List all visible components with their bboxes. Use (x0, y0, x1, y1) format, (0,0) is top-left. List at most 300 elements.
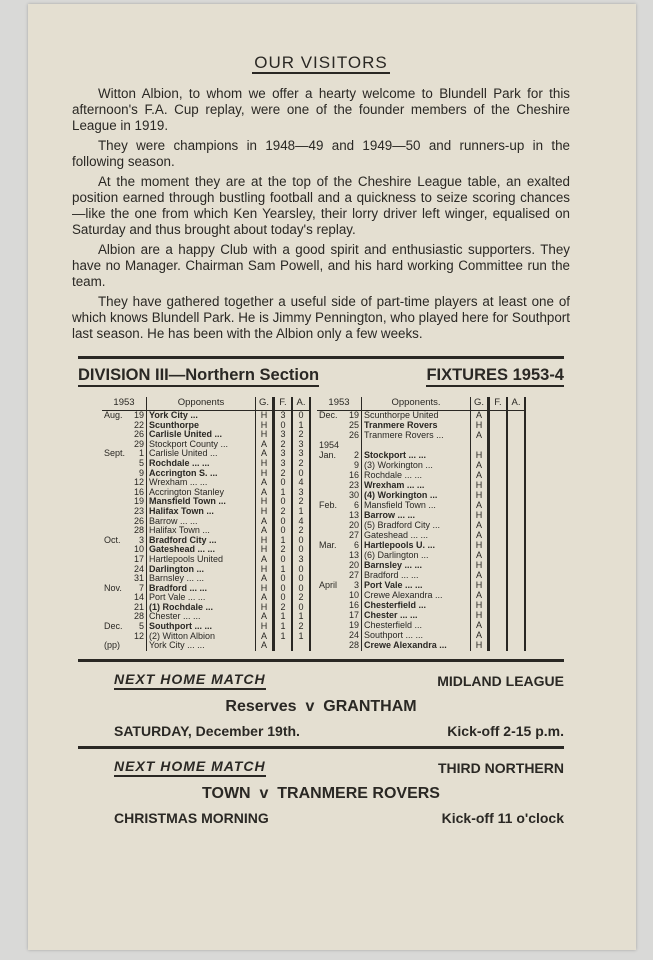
fixture-ground: H (256, 507, 274, 517)
fixture-day: 28 (133, 525, 144, 536)
fixture-opponent: Rochdale ... ... (147, 459, 256, 469)
fixture-ground: H (256, 622, 274, 632)
match2-header (114, 757, 564, 777)
fixture-goals-against (507, 641, 525, 651)
fixture-goals-against (292, 641, 310, 651)
fixture-month: Nov. (104, 582, 122, 593)
fixture-ground: H (471, 561, 489, 571)
fixture-opponent: Gateshead ... ... (147, 545, 256, 555)
fixture-day: 28 (133, 611, 144, 622)
col-against: A. (292, 397, 310, 411)
fixture-goals-against: 1 (292, 421, 310, 431)
fixture-goals-against: 1 (292, 612, 310, 622)
fixture-goals-against: 0 (292, 565, 310, 575)
divider (78, 659, 564, 662)
fixture-opponent: Southport ... ... (362, 631, 471, 641)
fixture-opponent: Chesterfield ... (362, 601, 471, 611)
fixture-ground: A (256, 517, 274, 527)
fixture-opponent: Scunthorpe United (362, 411, 471, 422)
fixture-goals-against (507, 611, 525, 621)
next-home-match-label: NEXT HOME MATCH (114, 670, 266, 690)
fixture-goals-for (489, 531, 508, 541)
next-home-match-label: NEXT HOME MATCH (114, 757, 266, 777)
fixture-goals-for (489, 571, 508, 581)
fixture-opponent: Port Vale ... ... (362, 581, 471, 591)
fixture-goals-for: 0 (274, 555, 293, 565)
fixture-opponent: Chester ... ... (147, 612, 256, 622)
fixture-day: 10 (133, 544, 144, 555)
fixture-month (102, 421, 130, 431)
fixture-month (317, 561, 345, 571)
fixture-goals-for (489, 551, 508, 561)
fixture-row (317, 641, 525, 651)
fixture-ground: A (471, 431, 489, 441)
fixture-opponent: Southport ... ... (147, 622, 256, 632)
fixture-goals-against (507, 491, 525, 501)
fixture-ground: H (256, 421, 274, 431)
match2-footer (114, 809, 564, 827)
fixture-month (317, 641, 345, 651)
fixture-day: 21 (133, 601, 144, 612)
fixture-goals-for (489, 491, 508, 501)
fixture-opponent: Wrexham ... ... (362, 481, 471, 491)
fixture-ground: A (256, 632, 274, 642)
division-heading: DIVISION III—Northern Section (78, 365, 319, 387)
fixture-month: (pp) (104, 640, 121, 651)
fixture-day: 6 (353, 540, 359, 550)
fixture-goals-against: 2 (292, 593, 310, 603)
fixture-day: 13 (348, 549, 359, 560)
fixture-month (102, 545, 130, 555)
page-content (72, 52, 570, 827)
fixture-goals-for: 2 (274, 469, 293, 479)
fixture-opponent: Port Vale ... ... (147, 593, 256, 603)
fixture-month: Mar. (319, 540, 337, 550)
fixture-day: 17 (348, 609, 359, 620)
fixtures-tables (102, 397, 570, 651)
fixture-day: 26 (133, 515, 144, 526)
divider (78, 356, 564, 359)
fixture-ground: H (256, 411, 274, 421)
fixture-goals-against: 0 (292, 411, 310, 421)
fixture-month: Jan. (319, 450, 337, 461)
fixture-ground: H (471, 611, 489, 621)
fixture-day: 16 (133, 486, 144, 497)
fixture-goals-against: 4 (292, 517, 310, 527)
fixture-goals-against (507, 421, 525, 431)
fixture-day: 16 (348, 599, 359, 610)
fixture-goals-against: 0 (292, 574, 310, 584)
fixture-goals-against (507, 531, 525, 541)
fixture-goals-for: 3 (274, 430, 293, 440)
fixture-ground: A (471, 411, 489, 422)
fixture-day: 12 (133, 477, 144, 488)
col-for: F. (274, 397, 293, 411)
kickoff-time: Kick-off 11 o'clock (441, 809, 564, 826)
fixture-goals-for: 0 (274, 593, 293, 603)
fixture-ground: A (256, 555, 274, 565)
fixture-ground: A (471, 631, 489, 641)
fixtures-table-left (102, 397, 311, 651)
fixture-goals-for (489, 421, 508, 431)
fixture-day: 19 (133, 410, 144, 420)
fixture-ground: A (256, 612, 274, 622)
fixture-day: 12 (133, 630, 144, 641)
fixture-goals-against (507, 481, 525, 491)
fixture-ground: A (256, 449, 274, 459)
fixture-ground: H (471, 641, 489, 651)
fixture-goals-for (489, 511, 508, 521)
fixture-day: 24 (133, 563, 144, 574)
fixture-month (102, 478, 130, 488)
fixture-goals-against: 0 (292, 603, 310, 613)
fixture-day: 6 (353, 500, 359, 511)
fixture-month (102, 517, 130, 527)
fixture-month: Dec. (104, 621, 123, 632)
fixture-ground: H (256, 536, 274, 546)
fixture-opponent: Barnsley ... ... (362, 561, 471, 571)
fixture-goals-for: 2 (274, 603, 293, 613)
fixture-opponent: Accrington Stanley (147, 488, 256, 498)
fixture-goals-for (489, 471, 508, 481)
fixture-goals-against (507, 521, 525, 531)
fixture-ground: H (471, 451, 489, 461)
fixture-goals-against: 0 (292, 584, 310, 594)
fixture-goals-against: 3 (292, 555, 310, 565)
fixture-goals-for: 1 (274, 565, 293, 575)
fixture-day: 31 (133, 573, 144, 584)
fixture-goals-against (507, 451, 525, 461)
fixture-opponent: York City ... (147, 411, 256, 421)
fixture-opponent: Wrexham ... ... (147, 478, 256, 488)
paragraph: Albion are a happy Club with a good spirit and enthusiastic supporters. They have no Manager. Chairman Sam Powell, and his hard working Committee run the team. (72, 242, 570, 289)
fixture-goals-for (489, 541, 508, 551)
fixture-month: Sept. (104, 448, 126, 459)
fixture-ground: A (471, 531, 489, 541)
fixture-ground: A (256, 440, 274, 450)
fixture-goals-for (489, 501, 508, 511)
fixture-goals-for: 0 (274, 574, 293, 584)
fixture-opponent: (2) Witton Albion (147, 632, 256, 642)
fixtures-heading: FIXTURES 1953-4 (426, 365, 564, 387)
col-ground: G. (256, 397, 274, 411)
divider (78, 746, 564, 749)
fixture-day: 28 (348, 639, 359, 650)
fixture-ground: H (256, 430, 274, 440)
fixture-row (102, 632, 310, 642)
fixture-opponent: (3) Workington ... (362, 461, 471, 471)
fixture-month: Aug. (104, 410, 123, 420)
fixture-row (317, 431, 525, 441)
fixture-month (102, 497, 130, 507)
fixture-day: 9 (138, 467, 144, 478)
fixture-goals-against: 3 (292, 449, 310, 459)
fixture-ground: H (471, 481, 489, 491)
paragraph: They have gathered together a useful side of part-time players at least one of which knows Blundell Park. He is Jimmy Pennington, who played here for Southport last season. He has been with the Albion only a few weeks. (72, 294, 570, 341)
fixture-day: 30 (348, 490, 359, 501)
fixture-opponent: Chesterfield ... (362, 621, 471, 631)
fixture-goals-against: 0 (292, 545, 310, 555)
fixture-goals-for: 0 (274, 526, 293, 536)
fixture-ground: A (471, 551, 489, 561)
fixture-opponent: Bradford ... ... (147, 584, 256, 594)
fixture-goals-for (489, 601, 508, 611)
fixture-goals-against: 2 (292, 526, 310, 536)
fixture-day: 22 (133, 419, 144, 430)
fixture-month: Oct. (104, 534, 121, 545)
fixture-day: 20 (348, 520, 359, 531)
fixture-goals-against (507, 581, 525, 591)
fixture-goals-for (489, 461, 508, 471)
fixture-day: 29 (133, 438, 144, 449)
fixture-day: 9 (353, 460, 359, 471)
fixture-goals-against (507, 601, 525, 611)
col-opponents: Opponents (147, 397, 256, 411)
fixture-day: 3 (353, 579, 359, 590)
fixture-ground: H (256, 545, 274, 555)
fixture-goals-against (507, 551, 525, 561)
fixture-ground: A (471, 461, 489, 471)
fixture-month (317, 511, 345, 521)
fixture-goals-against: 0 (292, 536, 310, 546)
fixture-ground: H (256, 603, 274, 613)
fixture-month (102, 469, 130, 479)
fixture-goals-against (507, 631, 525, 641)
paragraph: At the moment they are at the top of the Cheshire League table, an exalted position earned through bustling football and a quickness to seize scoring chances—like the one from which Ken Yearsley, their lorry driver left winger, equalised on Saturday and thus brought about today's replay. (72, 174, 570, 237)
fixture-ground: A (471, 571, 489, 581)
fixture-month (317, 471, 345, 481)
match-date: CHRISTMAS MORNING (114, 809, 269, 826)
fixture-goals-against: 0 (292, 469, 310, 479)
col-ground: G. (471, 397, 489, 411)
fixture-month (102, 507, 130, 517)
fixture-ground: H (256, 497, 274, 507)
fixture-goals-for (489, 581, 508, 591)
fixture-goals-for: 2 (274, 507, 293, 517)
fixture-opponent: (1) Rochdale ... (147, 603, 256, 613)
fixture-day: 20 (348, 559, 359, 570)
fixture-goals-against (507, 441, 525, 451)
fixture-opponent: Halifax Town ... (147, 507, 256, 517)
fixture-opponent: Chester ... ... (362, 611, 471, 621)
fixture-month (102, 488, 130, 498)
fixtures-table-right (317, 397, 526, 651)
fixture-opponent: Bradford ... ... (362, 571, 471, 581)
fixture-day: 24 (348, 629, 359, 640)
fixture-goals-for (489, 481, 508, 491)
fixture-month (102, 459, 130, 469)
fixture-goals-for (489, 451, 508, 461)
fixture-day: 23 (133, 505, 144, 516)
fixture-opponent: Barrow ... ... (147, 517, 256, 527)
match1-header (114, 670, 564, 690)
fixture-month (317, 591, 345, 601)
fixture-ground: A (471, 471, 489, 481)
fixture-goals-against (507, 411, 525, 422)
fixture-day: 13 (348, 510, 359, 521)
fixture-month (102, 430, 130, 440)
fixture-goals-against (507, 431, 525, 441)
fixture-month (102, 565, 130, 575)
fixture-opponent: Halifax Town ... (147, 526, 256, 536)
fixture-day: 10 (348, 589, 359, 600)
fixture-day: 3 (138, 534, 144, 545)
fixture-ground: A (471, 501, 489, 511)
fixture-opponent: York City ... ... (147, 641, 256, 651)
fixture-ground: H (471, 511, 489, 521)
fixture-goals-for (489, 611, 508, 621)
fixture-goals-against: 3 (292, 488, 310, 498)
fixture-month: April (319, 579, 338, 590)
fixture-opponent: Stockport ... ... (362, 451, 471, 461)
fixtures-header (78, 365, 564, 387)
fixture-day: 5 (138, 621, 144, 632)
fixture-goals-against: 4 (292, 478, 310, 488)
col-year: 1953 (317, 397, 362, 411)
fixture-goals-for: 0 (274, 497, 293, 507)
fixture-month (102, 593, 130, 603)
fixture-goals-for: 0 (274, 584, 293, 594)
fixture-teams: Reserves v GRANTHAM (225, 697, 417, 715)
fixture-month (317, 481, 345, 491)
fixture-opponent: Mansfield Town ... (147, 497, 256, 507)
fixture-ground: A (256, 593, 274, 603)
match1-footer (114, 722, 564, 740)
fixture-ground: H (256, 584, 274, 594)
fixture-goals-for (489, 521, 508, 531)
fixture-goals-against (507, 511, 525, 521)
fixture-day: 27 (348, 569, 359, 580)
fixture-goals-for: 2 (274, 545, 293, 555)
fixture-opponent: Hartlepools United (147, 555, 256, 565)
fixture-day: 27 (348, 530, 359, 541)
fixture-opponent: Bradford City ... (147, 536, 256, 546)
fixture-day: 26 (348, 430, 359, 441)
fixture-goals-for (489, 641, 508, 651)
fixture-opponent: Darlington ... (147, 565, 256, 575)
fixture-day: 25 (348, 420, 359, 431)
fixture-ground: A (256, 574, 274, 584)
fixture-month: Dec. (319, 410, 338, 421)
fixture-goals-for: 2 (274, 440, 293, 450)
fixture-opponent: Accrington S. ... (147, 469, 256, 479)
fixture-teams: TOWN v TRANMERE ROVERS (202, 784, 440, 802)
fixture-ground: A (256, 478, 274, 488)
fixture-ground: H (256, 469, 274, 479)
fixture-day: 5 (138, 457, 144, 468)
fixture-ground: A (256, 488, 274, 498)
fixture-ground: H (256, 459, 274, 469)
fixture-goals-for (489, 631, 508, 641)
fixture-day (130, 641, 147, 651)
fixture-goals-against (507, 471, 525, 481)
fixture-opponent: Rochdale ... ... (362, 471, 471, 481)
page-title (72, 52, 570, 74)
fixture-day: 1 (138, 448, 144, 459)
fixture-opponent: (4) Workington ... (362, 491, 471, 501)
fixture-month (102, 555, 130, 565)
fixture-goals-against (507, 461, 525, 471)
fixture-day: 19 (133, 496, 144, 507)
fixture-month (317, 461, 345, 471)
fixture-row (102, 641, 310, 651)
fixture-month (317, 631, 345, 641)
fixture-goals-for: 3 (274, 411, 293, 421)
fixture-goals-for (489, 591, 508, 601)
fixture-opponent: Scunthorpe (147, 421, 256, 431)
fixture-goals-for: 0 (274, 517, 293, 527)
fixture-goals-against (507, 501, 525, 511)
fixture-ground: H (471, 491, 489, 501)
fixture-day: 23 (348, 480, 359, 491)
fixture-goals-for: 1 (274, 488, 293, 498)
paragraph: They were champions in 1948—49 and 1949—50 and runners-up in the following season. (72, 138, 570, 169)
col-year: 1953 (102, 397, 147, 411)
fixture-opponent: Tranmere Rovers (362, 421, 471, 431)
fixture-goals-for: 0 (274, 421, 293, 431)
fixture-day: 17 (133, 553, 144, 564)
fixture-opponent: Crewe Alexandra ... (362, 641, 471, 651)
fixture-ground: H (471, 581, 489, 591)
fixture-goals-for (489, 441, 508, 451)
fixture-day: 16 (348, 470, 359, 481)
fixture-goals-against: 1 (292, 632, 310, 642)
fixture-goals-for (274, 641, 293, 651)
fixture-day: 19 (348, 619, 359, 630)
fixture-month (317, 551, 345, 561)
fixture-goals-against: 2 (292, 459, 310, 469)
fixture-goals-against (507, 591, 525, 601)
fixture-goals-for (489, 621, 508, 631)
title-text: OUR VISITORS (254, 53, 388, 72)
fixture-month (317, 611, 345, 621)
fixture-goals-against (507, 541, 525, 551)
fixture-day: 26 (133, 429, 144, 440)
fixture-goals-for: 1 (274, 612, 293, 622)
fixture-month (102, 603, 130, 613)
fixture-month (317, 421, 345, 431)
fixture-goals-for (489, 411, 508, 422)
fixture-goals-for (489, 431, 508, 441)
fixture-goals-for: 1 (274, 536, 293, 546)
fixture-opponent: Stockport County ... (147, 440, 256, 450)
fixture-ground: H (471, 421, 489, 431)
fixture-day: 19 (348, 410, 359, 421)
fixture-ground: H (471, 541, 489, 551)
fixture-ground: A (471, 621, 489, 631)
fixture-opponent: Crewe Alexandra ... (362, 591, 471, 601)
fixture-day: 14 (133, 592, 144, 603)
fixture-goals-for: 0 (274, 478, 293, 488)
match-date: SATURDAY, December 19th. (114, 722, 300, 739)
col-opponents: Opponents. (362, 397, 471, 411)
fixture-goals-against (507, 571, 525, 581)
fixture-ground: A (256, 526, 274, 536)
fixture-month: 1954 (319, 440, 340, 451)
fixture-opponent: Barrow ... ... (362, 511, 471, 521)
fixture-opponent: Carlisle United ... (147, 430, 256, 440)
fixture-goals-for: 3 (274, 449, 293, 459)
fixture-opponent: Hartlepools U. ... (362, 541, 471, 551)
fixture-goals-against: 2 (292, 497, 310, 507)
fixture-month (317, 621, 345, 631)
fixture-ground: H (471, 601, 489, 611)
fixture-ground: A (256, 641, 274, 651)
fixture-opponent: Gateshead ... ... (362, 531, 471, 541)
fixture-opponent: Carlisle United ... (147, 449, 256, 459)
col-for: F. (489, 397, 508, 411)
fixture-goals-against: 3 (292, 440, 310, 450)
